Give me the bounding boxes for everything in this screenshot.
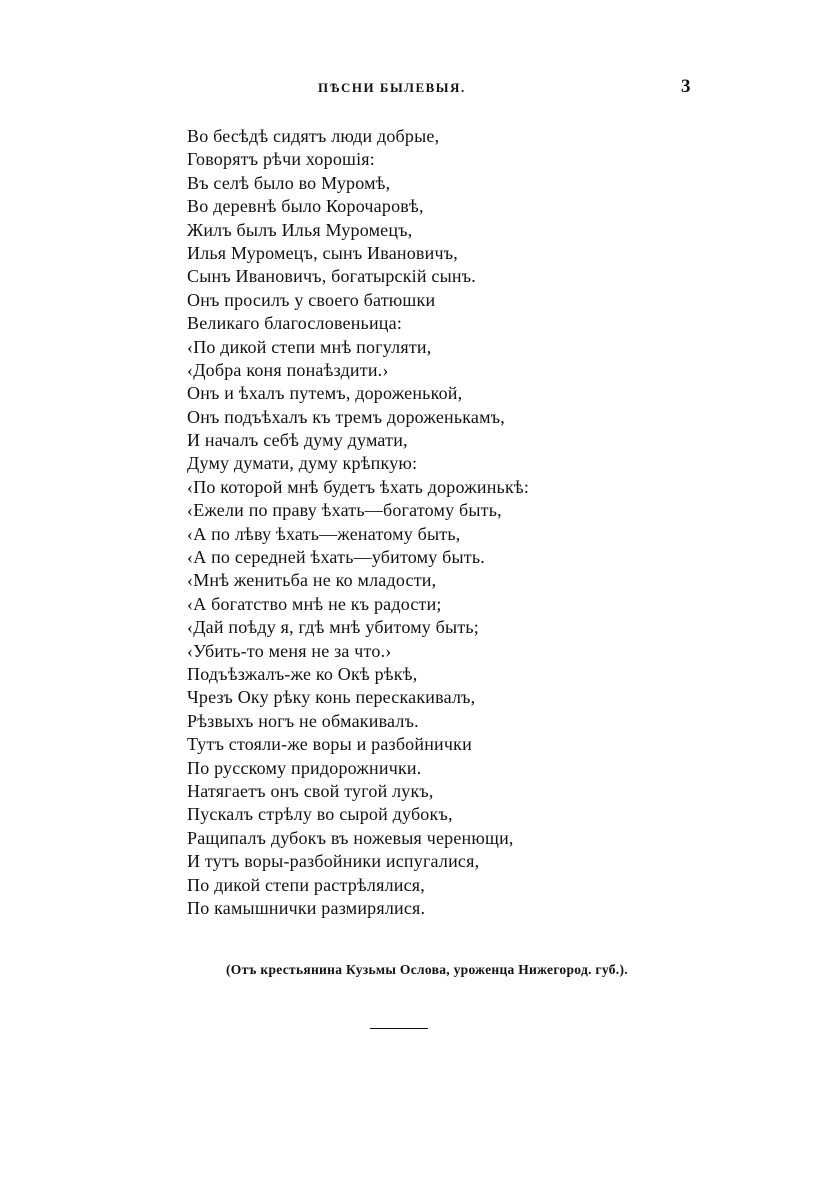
poem-line: Говорятъ рѣчи хорошія: — [187, 149, 375, 170]
end-rule-divider — [370, 1028, 428, 1029]
source-attribution: (Отъ крестьянина Кузьмы Ослова, уроженца Нижегород. губ.). — [226, 962, 628, 977]
poem-line: Тутъ стояли-же воры и разбойнички — [187, 734, 472, 755]
poem-line: ‹По которой мнѣ будетъ ѣхать дорожинькѣ: — [187, 476, 530, 497]
poem-line: ‹По дикой степи мнѣ погуляти, — [187, 336, 432, 357]
poem-line: ‹Добра коня понаѣздити.› — [187, 359, 389, 380]
page-number: 3 — [681, 76, 691, 97]
poem-line: Рѣзвыхъ ногъ не обмакивалъ. — [187, 710, 419, 731]
poem-line: Онъ подъѣхалъ къ тремъ дороженькамъ, — [187, 406, 505, 427]
poem-line: Подъѣзжалъ-же ко Окѣ рѣкѣ, — [187, 663, 418, 684]
poem-line: И тутъ воры-разбойники испугалися, — [187, 851, 480, 872]
poem-line: ‹Дай поѣду я, гдѣ мнѣ убитому быть; — [187, 617, 480, 638]
poem-text — [187, 125, 529, 920]
poem-line: ‹А по лѣву ѣхать—женатому быть, — [187, 523, 461, 544]
poem-line: ‹Убить-то меня не за что.› — [187, 640, 392, 661]
poem-line: Во деревнѣ было Корочаровѣ, — [187, 196, 424, 217]
poem-line: Во бесѣдѣ сидятъ люди добрые, — [187, 126, 440, 146]
running-header-title: ПѢСНИ БЫЛЕВЫЯ. — [318, 80, 466, 95]
poem-line: ‹Ежели по праву ѣхать—богатому быть, — [187, 500, 502, 521]
poem-line: Илья Муромецъ, сынъ Ивановичъ, — [187, 242, 458, 263]
poem-line: Ращипалъ дубокъ въ ножевыя черенющи, — [187, 827, 514, 848]
poem-line: Въ селѣ было во Муромѣ, — [187, 172, 391, 193]
poem-line: Великаго благословеньица: — [187, 313, 403, 334]
poem-line: И началъ себѣ думу думати, — [187, 430, 408, 451]
poem-line: ‹А богатство мнѣ не къ радости; — [187, 593, 442, 614]
poem-line: Онъ просилъ у своего батюшки — [187, 289, 436, 310]
poem-line: По камышнички размирялися. — [187, 897, 426, 918]
poem-line: Натягаетъ онъ свой тугой лукъ, — [187, 780, 434, 801]
poem-line: Чрезъ Оку рѣку конь перескакивалъ, — [187, 687, 476, 708]
poem-line: Думу думати, думу крѣпкую: — [187, 453, 418, 474]
poem-line: Онъ и ѣхалъ путемъ, дороженькой, — [187, 383, 463, 404]
poem-line: Сынъ Ивановичъ, богатырскій сынъ. — [187, 266, 476, 287]
poem-line: По дикой степи растрѣлялися, — [187, 874, 425, 895]
poem-line: По русскому придорожнички. — [187, 757, 422, 778]
poem-line: Пускалъ стрѣлу во сырой дубокъ, — [187, 804, 453, 825]
poem-line: ‹А по середней ѣхать—убитому быть. — [187, 547, 485, 568]
poem-line: Жилъ былъ Илья Муромецъ, — [187, 219, 413, 240]
poem-line: ‹Мнѣ женитьба не ко младости, — [187, 570, 437, 591]
